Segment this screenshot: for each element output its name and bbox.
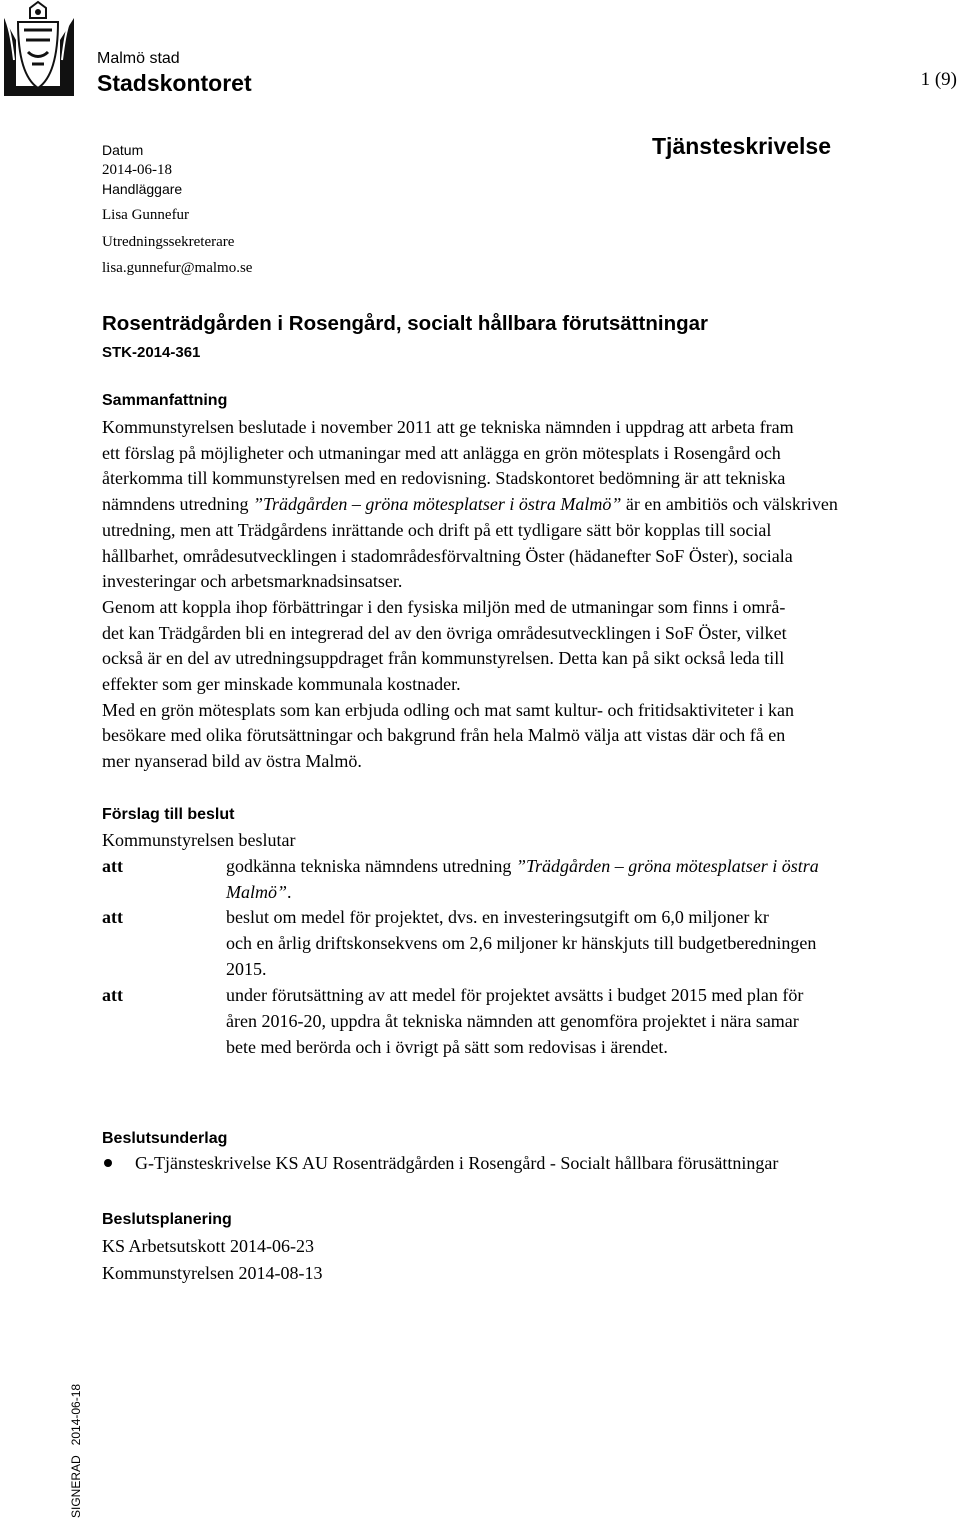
summary-line: utredning, men att Trädgårdens inrättande och drift på ett tydligare sätt bör kopplas till social <box>102 519 772 540</box>
proposal-item-2-line: och en årlig driftskonsekvens om 2,6 miljoner kr hänskjuts till budgetberedningen <box>226 933 817 953</box>
proposal-item-3-line: under förutsättning av att medel för projektet avsätts i budget 2015 med plan för <box>226 985 804 1005</box>
document-meta <box>102 138 252 280</box>
document-title: Rosenträdgården i Rosengård, socialt hållbara förutsättningar <box>102 312 709 335</box>
proposal-intro: Kommunstyrelsen beslutar <box>102 830 296 850</box>
proposal-item-3-line: åren 2016-20, uppdra åt tekniska nämnden att genomföra projektet i nära samar <box>226 1011 799 1031</box>
summary-heading: Sammanfattning <box>102 392 228 409</box>
proposal-item-2-line: beslut om medel för projektet, dvs. en investeringsutgift om 6,0 miljoner kr <box>226 907 769 927</box>
proposal-heading: Förslag till beslut <box>102 806 235 823</box>
report-title-italic: Malmö” <box>226 882 288 902</box>
planning-item: Kommunstyrelsen 2014-08-13 <box>102 1263 323 1283</box>
summary-line: Med en grön mötesplats som kan erbjuda odling och mat samt kultur- och fritidsaktiviteter i kan <box>102 699 794 720</box>
summary-body <box>102 415 957 775</box>
basis-heading: Beslutsunderlag <box>102 1130 228 1147</box>
proposal-text: . <box>287 882 292 902</box>
att-label: att <box>102 985 123 1005</box>
signature-text: SIGNERAD 2014-06-18 <box>69 1383 83 1518</box>
basis-item: G-Tjänsteskrivelse KS AU Rosenträdgården i Rosengård - Socialt hållbara förusättningar <box>135 1153 779 1173</box>
summary-line: det kan Trädgården bli en integrerad del av den övriga områdesutvecklingen i SoF Öster, vilket <box>102 622 787 643</box>
date-label: Datum <box>102 142 144 158</box>
summary-line: också är en del av utredningsuppdraget från kommunstyrelsen. Detta kan på sikt också leda till <box>102 648 785 669</box>
planning-item: KS Arbetsutskott 2014-06-23 <box>102 1236 315 1256</box>
summary-line: Kommunstyrelsen beslutade i november 2011 att ge tekniska nämnden i uppdrag att arbeta fram <box>102 417 794 437</box>
summary-line: hållbarhet, områdesutvecklingen i stadområdesförvaltning Öster (hädanefter SoF Öster), sociala <box>102 545 793 566</box>
proposal-item-2-line: 2015. <box>226 959 267 979</box>
summary-line: ett förslag på möjligheter och utmaningar med att anlägga en grön mötesplats i Rosengård och <box>102 442 781 463</box>
department-name: Stadskontoret <box>97 70 252 96</box>
summary-text: är en ambitiös och välskriven <box>621 494 838 515</box>
summary-line: mer nyanserad bild av östra Malmö. <box>102 751 362 772</box>
report-title-italic: ”Trädgården – gröna mötesplatser i östra Malmö” <box>252 494 622 515</box>
summary-line: besökare med olika förutsättningar och bakgrund från hela Malmö välja att vistas där och få en <box>102 725 786 746</box>
report-title-italic: ”Trädgården – gröna mötesplatser i östra <box>515 856 819 876</box>
bullet-icon <box>104 1159 112 1167</box>
att-label: att <box>102 907 123 927</box>
organization-name: Malmö stad <box>97 50 180 67</box>
signature-stamp <box>68 1360 90 1518</box>
handler-role: Utredningssekreterare <box>102 233 235 250</box>
malmo-coat-of-arms-logo <box>2 0 74 96</box>
proposal-item-1-cont <box>226 879 292 905</box>
planning-heading: Beslutsplanering <box>102 1211 232 1228</box>
proposal-item-1 <box>226 853 819 879</box>
summary-line: Genom att koppla ihop förbättringar i den fysiska miljön med de utmaningar som finns i områ- <box>102 596 786 617</box>
summary-line: återkomma till kommunstyrelsen med en redovisning. Stadskontoret bedömning är att tekniska <box>102 468 786 489</box>
case-number: STK-2014-361 <box>102 344 201 361</box>
date-value: 2014-06-18 <box>102 162 172 179</box>
page-number: 1 (9) <box>920 69 957 90</box>
handler-name: Lisa Gunnefur <box>102 207 190 224</box>
document-type: Tjänsteskrivelse <box>652 133 832 159</box>
summary-line: investeringar och arbetsmarknadsinsatser. <box>102 571 403 592</box>
summary-text: nämndens utredning <box>102 494 253 515</box>
att-label: att <box>102 856 123 876</box>
handler-email: lisa.gunnefur@malmo.se <box>102 260 253 277</box>
summary-line <box>102 492 957 518</box>
proposal-item-3-line: bete med berörda och i övrigt på sätt som redovisas i ärendet. <box>226 1037 668 1057</box>
proposal-text: godkänna tekniska nämndens utredning <box>226 856 516 876</box>
summary-line: effekter som ger minskade kommunala kostnader. <box>102 674 461 695</box>
handler-label: Handläggare <box>102 180 183 197</box>
